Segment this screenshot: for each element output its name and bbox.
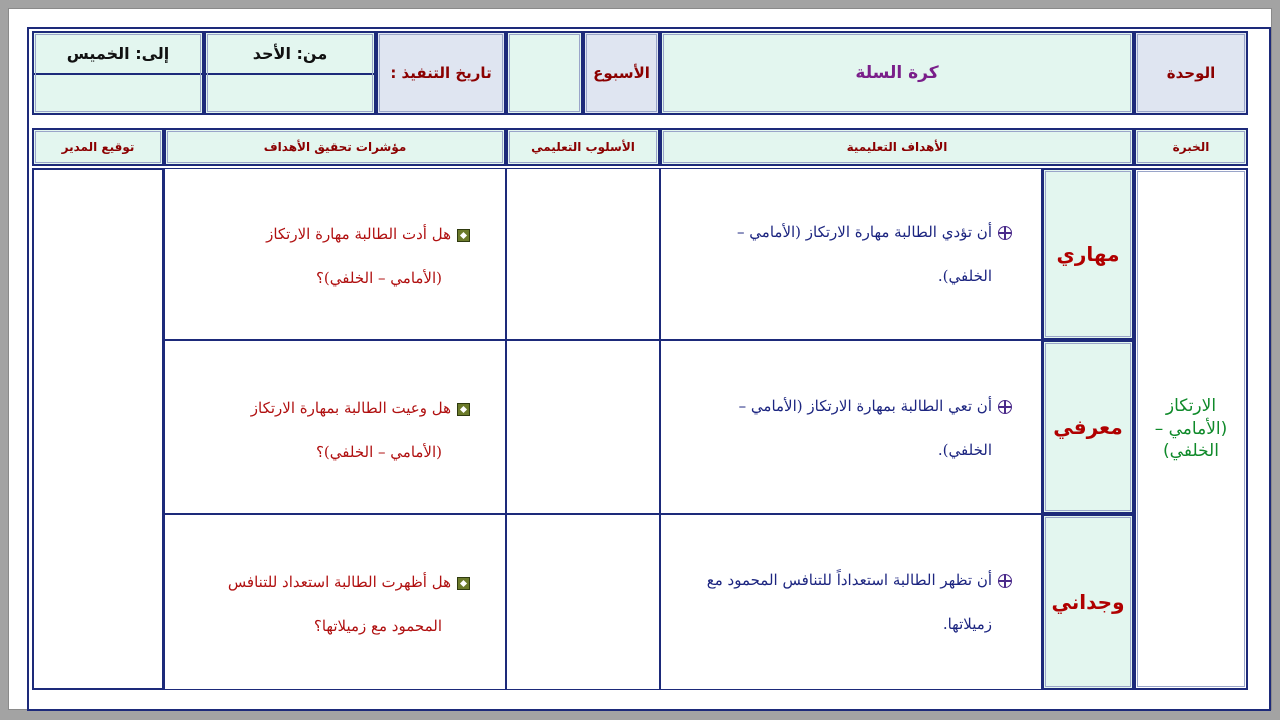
to-label-box	[34, 33, 202, 75]
objective-line: أن تؤدي الطالبة مهارة الارتكاز (الأمامي –	[737, 223, 992, 241]
from-cell	[204, 31, 376, 115]
domain-label: معرفي	[1053, 415, 1123, 439]
unit-value: كرة السلة	[855, 63, 939, 83]
method-cell-1[interactable]	[506, 168, 660, 340]
indicator-line: المحمود مع زميلاتها؟	[313, 617, 442, 635]
domain-label: وجداني	[1051, 590, 1125, 614]
to-cell	[32, 31, 204, 115]
col-indicators-label: مؤشرات تحقيق الأهداف	[263, 140, 407, 154]
exec-date-label: تاريخ التنفيذ :	[390, 64, 492, 82]
objective-text-1	[670, 210, 1012, 298]
objective-line: الخلفي).	[937, 267, 992, 285]
unit-label: الوحدة	[1166, 64, 1216, 82]
indicator-text-2	[180, 386, 470, 474]
indicator-line: (الأمامي – الخلفي)؟	[315, 443, 442, 461]
week-label-cell	[583, 31, 660, 115]
week-label: الأسبوع	[593, 64, 650, 82]
to-label: إلى: الخميس	[66, 43, 170, 63]
method-cell-3[interactable]	[506, 514, 660, 690]
col-objectives	[660, 128, 1134, 166]
col-experience	[1134, 128, 1248, 166]
domain-label: مهاري	[1056, 242, 1120, 266]
indicator-text-1	[180, 212, 470, 300]
from-label: من: الأحد	[252, 43, 328, 63]
ornament-square-icon	[457, 229, 470, 242]
domain-cell-cognitive	[1042, 340, 1134, 514]
crosshair-circle-icon	[998, 400, 1012, 414]
unit-label-cell	[1134, 31, 1248, 115]
experience-cell	[1134, 168, 1248, 690]
method-cell-2[interactable]	[506, 340, 660, 514]
col-method	[506, 128, 660, 166]
col-indicators	[164, 128, 506, 166]
indicator-text-3	[180, 560, 470, 648]
col-objectives-label: الأهداف التعليمية	[846, 140, 948, 154]
col-principal-label: توقيع المدير	[61, 140, 135, 154]
col-experience-label: الخبرة	[1172, 140, 1210, 154]
unit-value-cell	[660, 31, 1134, 115]
indicator-line: هل أدت الطالبة مهارة الارتكاز	[266, 225, 451, 243]
crosshair-circle-icon	[998, 574, 1012, 588]
week-value-cell	[506, 31, 583, 115]
objective-line: أن تظهر الطالبة استعداداً للتنافس المحمود مع	[706, 571, 992, 589]
objective-line: زميلاتها.	[942, 615, 992, 633]
domain-cell-skill	[1042, 168, 1134, 340]
col-method-label: الأسلوب التعليمي	[531, 140, 635, 154]
principal-signature-cell[interactable]	[32, 168, 164, 690]
crosshair-circle-icon	[998, 226, 1012, 240]
indicator-line: هل وعيت الطالبة بمهارة الارتكاز	[250, 399, 451, 417]
objective-text-3	[670, 558, 1012, 646]
domain-cell-affective	[1042, 514, 1134, 690]
indicator-line: (الأمامي – الخلفي)؟	[315, 269, 442, 287]
objective-line: الخلفي).	[937, 441, 992, 459]
ornament-square-icon	[457, 403, 470, 416]
exec-date-label-cell	[376, 31, 506, 115]
from-label-box	[206, 33, 374, 75]
objective-line: أن تعي الطالبة بمهارة الارتكاز (الأمامي –	[738, 397, 992, 415]
objective-text-2	[670, 384, 1012, 472]
col-principal	[32, 128, 164, 166]
ornament-square-icon	[457, 577, 470, 590]
experience-value: الارتكاز (الأمامي – الخلفي)	[1154, 395, 1228, 462]
indicator-line: هل أظهرت الطالبة استعداد للتنافس	[227, 573, 451, 591]
